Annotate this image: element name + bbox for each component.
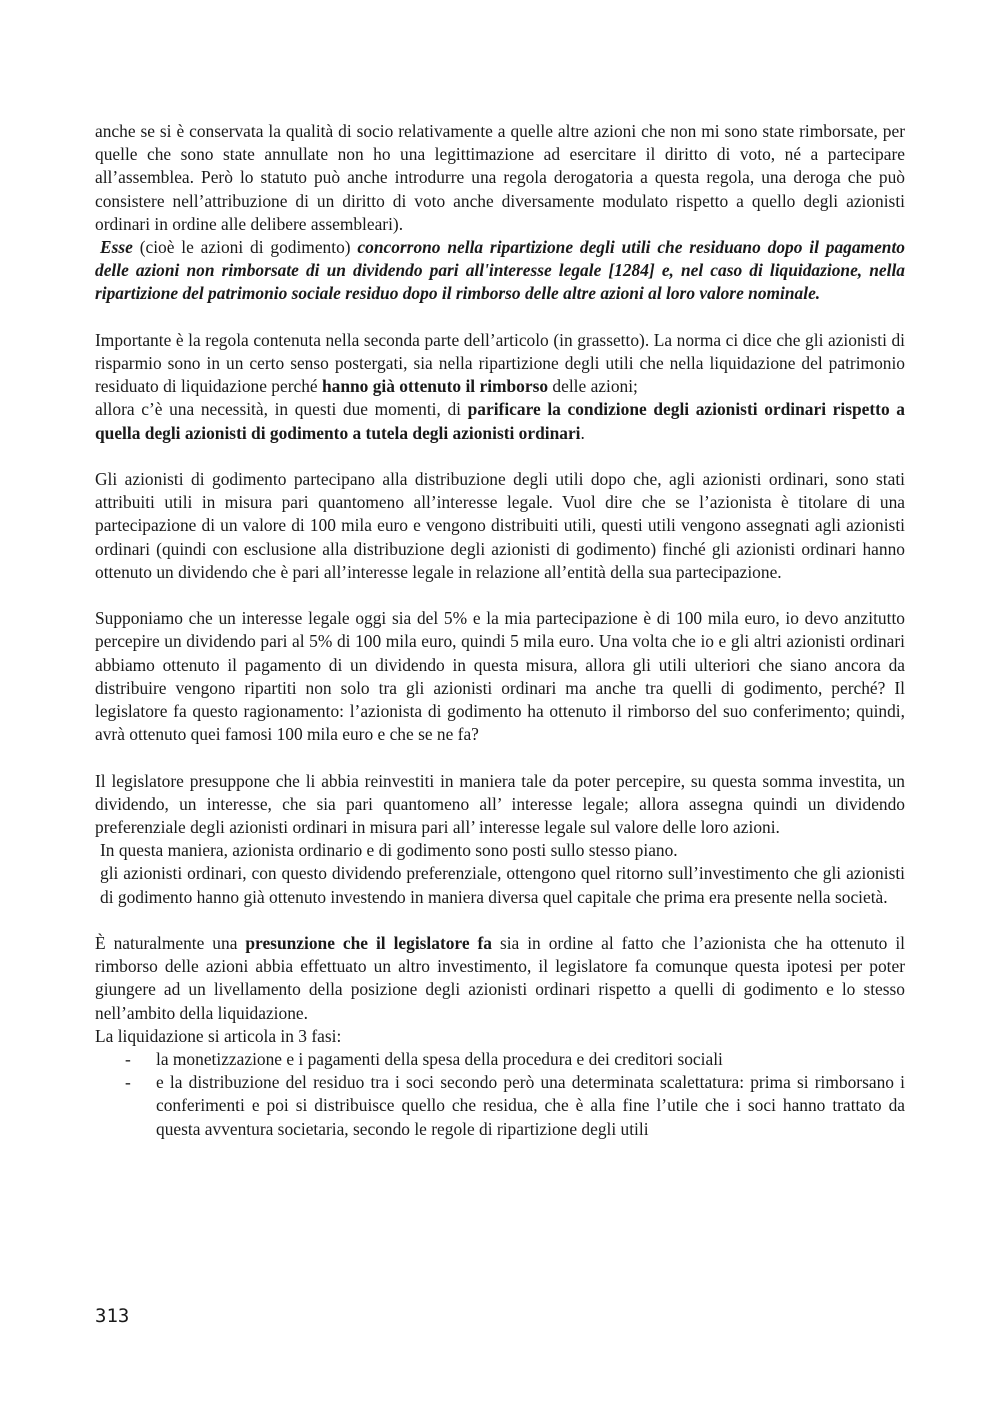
paragraph-text: È naturalmente una	[95, 933, 246, 954]
paragraph-text: Importante è la regola contenuta nella seconda parte dell’articolo (in grassetto). La norma ci dice che gli azionisti di risparmio sono in un certo senso postergati, sia nella ripartizione degli utili che nella liquidazione del patrimonio residuato di liquidazione perché	[95, 329, 905, 397]
paragraph-distribution: Gli azionisti di godimento partecipano alla distribuzione degli utili dopo che, agli azionisti ordinari, sono stati attribuiti utili in misura pari quantomeno all’interesse legale. Vuol dire che se l’azionista è titolare di una partecipazione di un valore di 100 mila euro e vengono distribuiti utili, questi utili vengono assegnati agli azionisti ordinari (quindi con esclusione alla distribuzione degli azionisti di godimento) finché gli azionisti ordinari hanno ottenuto un dividendo che è pari all’interesse legale in relazione all’entità della sua partecipazione.	[95, 469, 905, 582]
list-marker: -	[125, 1049, 131, 1070]
list-item-text: la monetizzazione e i pagamenti della spesa della procedura e dei creditori sociali	[156, 1049, 723, 1070]
paragraph-voting-rights: anche se si è conservata la qualità di socio relativamente a quelle altre azioni che non mi sono state rimborsate, per quelle che sono state annullate non ho una legittimazione ad esercitare il diritto di voto, né a partecipare all’assemblea. Però lo statuto può anche introdurre una regola derogatoria a questa regola, una deroga che può consistere nell’attribuzione di un diritto di voto anche diversamente modulato rispetto a quello degli azionisti ordinari in ordine alle delibere assembleari).	[95, 121, 905, 234]
quote-subject: Esse	[100, 237, 133, 258]
paragraph-text: sia in ordine al fatto che l’azionista che ha ottenuto il rimborso delle azioni abbia effettuato un altro investimento, il legislatore fa comunque questa ipotesi per poter giungere ad un livellamento della posizione degli azionisti ordinari rispetto a quelli di godimento e lo stesso nell’ambito della liquidazione.	[95, 933, 905, 1023]
bold-phrase: parificare la condizione degli azionisti ordinari rispetto a quella degli azionisti di godimento a tutela degli azionisti ordinari	[95, 399, 905, 443]
paragraph-parity	[95, 398, 905, 444]
paragraph-phases-intro: La liquidazione si articola in 3 fasi:	[95, 1025, 342, 1046]
list-item	[95, 1048, 905, 1071]
paragraph-legislator: Il legislatore presuppone che li abbia reinvestiti in maniera tale da poter percepire, su questa somma investita, un dividendo, un interesse, che sia pari quantomeno all’ interesse legale; allora assegna quindi un dividendo preferenziale degli azionisti ordinari in misura pari all’ interesse legale sul valore delle loro azioni.	[95, 770, 905, 838]
phases-list	[95, 1048, 905, 1141]
paragraph-article-quote	[95, 236, 905, 306]
bold-phrase: presunzione che il legislatore fa	[245, 933, 492, 954]
paragraph-text: allora c’è una necessità, in questi due momenti, di	[95, 399, 468, 420]
paragraph-presumption	[95, 932, 905, 1025]
paragraph-example: Supponiamo che un interesse legale oggi sia del 5% e la mia partecipazione è di 100 mila euro, io devo anzitutto percepire un dividendo pari al 5% di 100 mila euro, quindi 5 mila euro. Una volta che io e gli altri azionisti ordinari abbiamo ottenuto il pagamento di un dividendo in questa misura, allora gli utili ulteriori che siano ancora da distribuire vengono ripartiti non solo tra gli azionisti ordinari ma anche tra quelli di godimento, perché? Il legislatore fa questo ragionamento: l’azionista di godimento ha ottenuto il rimborso del suo conferimento; quindi, avrà ottenuto quei famosi 100 mila euro e che se ne fa?	[95, 608, 905, 745]
paragraph-return: gli azionisti ordinari, con questo dividendo preferenziale, ottengono quel ritorno sull’investimento che gli azionisti di godimento hanno già ottenuto investendo in maniera diversa quel capitale che prima era presente nella società.	[100, 863, 905, 907]
paragraph-text: .	[580, 422, 585, 443]
list-marker: -	[125, 1072, 131, 1093]
page-number: 313	[95, 1305, 130, 1327]
bold-phrase: hanno già ottenuto il rimborso	[321, 376, 549, 397]
paragraph-same-level: In questa maniera, azionista ordinario e di godimento sono posti sullo stesso piano.	[100, 840, 678, 861]
document-body	[95, 120, 905, 1141]
list-item	[95, 1071, 905, 1141]
list-item-text: e la distribuzione del residuo tra i soci secondo però una determinata scalettatura: prima si rimborsano i conferimenti e poi si distribuisce quello che residua, che è alla fine l’utile che i soci hanno trattato da questa avventura societaria, secondo le regole di ripartizione degli utili	[156, 1072, 905, 1139]
quote-bold-italic: concorrono nella ripartizione degli utili che residuano dopo il pagamento delle azioni non rimborsate di un dividendo pari all'interesse legale [1284] e, nel caso di liquidazione, nella ripartizione del patrimonio sociale residuo dopo il rimborso delle altre azioni al loro valore nominale.	[95, 237, 905, 304]
paragraph-rule-explanation	[95, 329, 905, 399]
paragraph-text: delle azioni;	[548, 376, 638, 397]
quote-parenthetical: (cioè le azioni di godimento)	[132, 237, 358, 258]
